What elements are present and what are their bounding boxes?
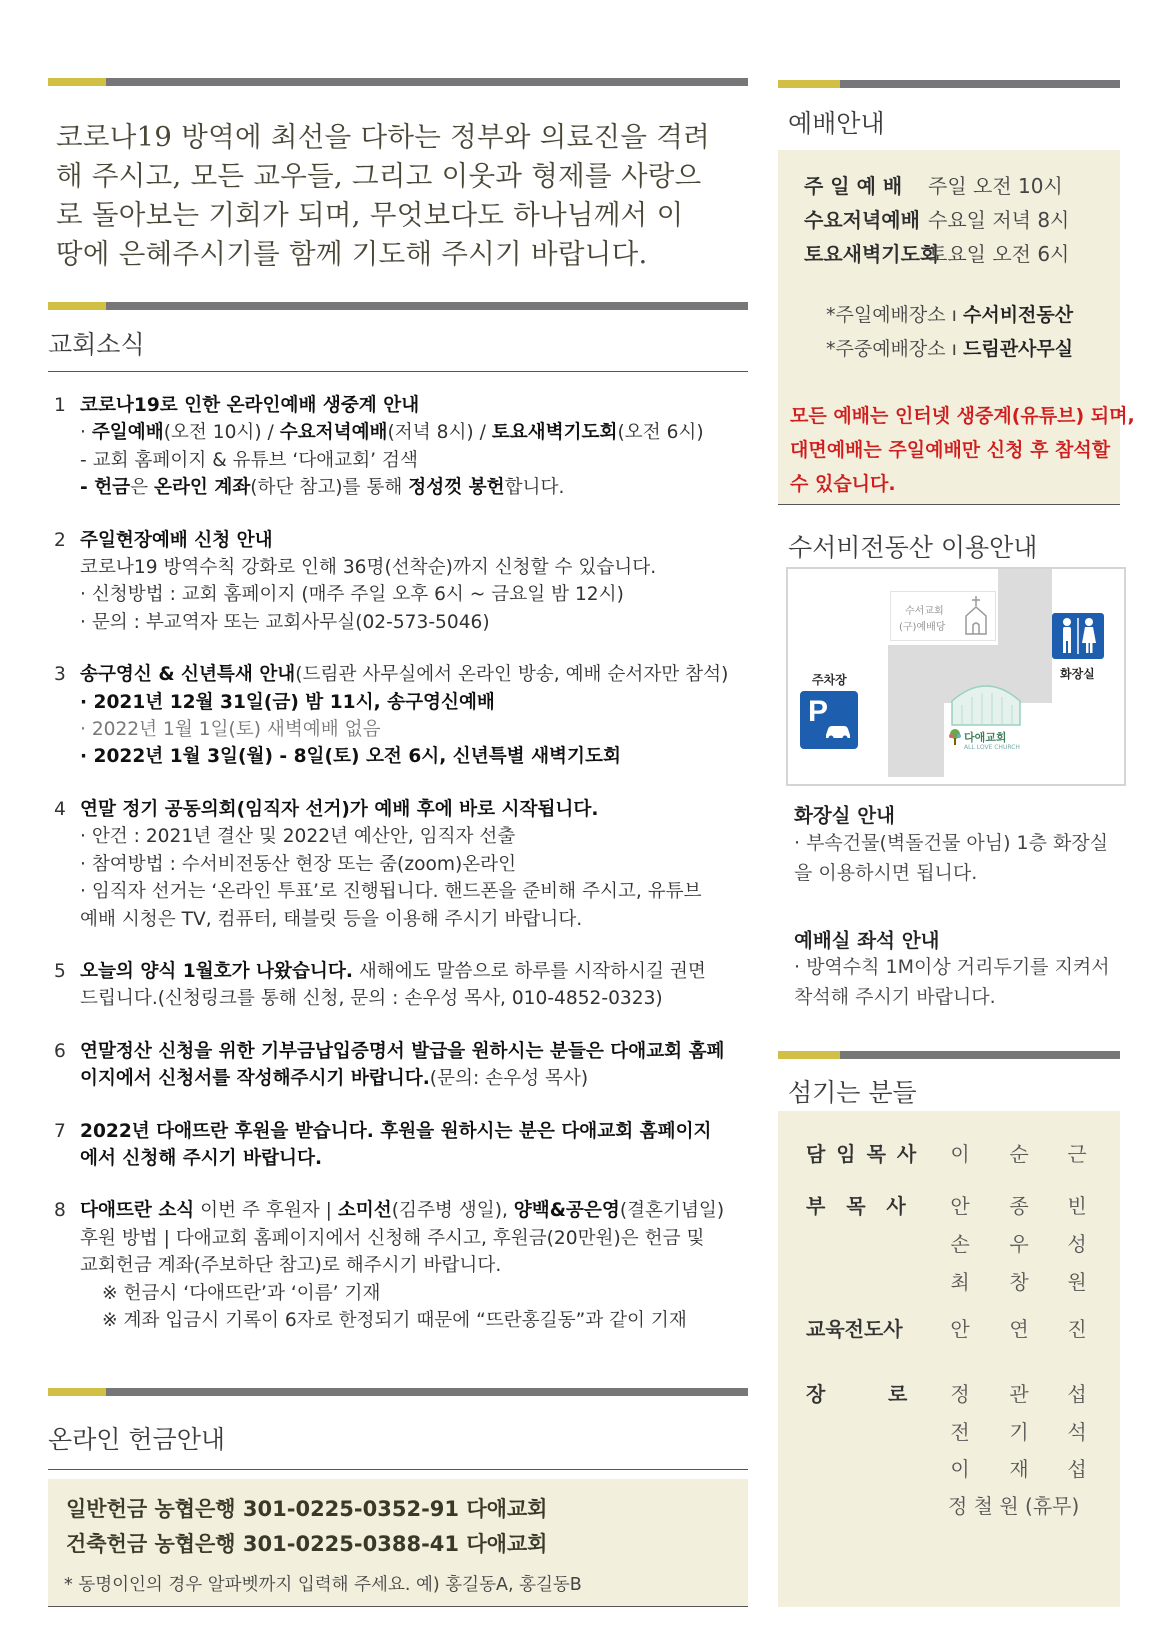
news-item-7 (54, 1118, 754, 1173)
news-text: · 신청방법 : 교회 홈페이지 (매주 주일 오후 6시 ~ 금요일 밤 12시) (80, 584, 624, 606)
role-assoc-pastor: 부 목 사 (806, 1194, 906, 1218)
worship-time: 주일 오전 10시 (928, 174, 1063, 198)
name-char: 우 (1009, 1232, 1029, 1256)
news-text: (오전 6시) (617, 422, 704, 444)
news-text: 새해에도 말씀으로 하루를 시작하시길 권면 (352, 960, 706, 982)
worship-row-saturday (804, 238, 1069, 267)
seating-info-title: 예배실 좌석 안내 (794, 929, 940, 952)
news-text: - 교회 홈페이지 & 유튜브 ‘다애교회’ 검색 (80, 449, 418, 471)
place-value: 드림관사무실 (962, 338, 1074, 360)
worship-info-box (778, 150, 1135, 504)
name-char: 진 (1067, 1317, 1087, 1341)
daae-church-logo (948, 729, 1028, 759)
name-char: 성 (1067, 1232, 1087, 1256)
name-char: 손 (950, 1232, 970, 1256)
name-char: 원 (1067, 1270, 1087, 1294)
staff-title: 섬기는 분들 (788, 1078, 917, 1107)
news-heading: 연말정산 신청을 위한 기부금납입증명서 발급을 원하시는 분들은 다애교회 홈페 (80, 1040, 725, 1062)
tree-logo-icon (948, 729, 962, 745)
old-church-label: (구)예배당 (899, 622, 946, 633)
worship-time: 토요일 오전 6시 (928, 242, 1070, 266)
news-number: 7 (54, 1120, 66, 1142)
worship-row-sunday (804, 170, 1063, 199)
news-text: (하단 참고)를 통해 (250, 477, 409, 499)
role-elder: 장 로 (806, 1382, 908, 1406)
news-number: 3 (54, 664, 66, 686)
place-value: 수서비전동산 (962, 304, 1074, 326)
worship-title: 예배안내 (788, 109, 885, 138)
news-text: 양백&공은영 (513, 1200, 620, 1222)
place-label: *주일예배장소 ı (826, 304, 963, 326)
worship-time: 수요일 저녁 8시 (928, 208, 1070, 232)
news-number: 5 (54, 960, 66, 982)
news-text: (김주병 생일), (391, 1200, 514, 1222)
news-number: 1 (54, 395, 66, 416)
news-text: (결혼기념일) (619, 1200, 725, 1222)
restroom-icon (1052, 613, 1104, 659)
worship-name: 수요저녁예배 (804, 208, 920, 232)
intro-message (56, 118, 746, 274)
worship-bottom-rule (778, 504, 1120, 505)
news-item-4 (54, 796, 754, 933)
news-text: 수요저녁예배 (279, 422, 388, 444)
news-heading: 연말 정기 공동의회(임직자 선거)가 예배 후에 바로 시작됩니다. (80, 798, 599, 820)
news-text: 드립니다.(신청링크를 통해 신청, 문의 : 손우성 목사, 010-4852-0323) (80, 988, 663, 1010)
name-char: 근 (1067, 1142, 1087, 1166)
name-char: 이 (950, 1457, 970, 1481)
news-item-2 (54, 527, 754, 637)
church-news-list (54, 392, 754, 1359)
daae-church-building-icon (948, 675, 1024, 727)
news-text: ※ 계좌 입금시 기록이 6자로 한정되기 때문에 “뜨란홍길동”과 같이 기재 (102, 1309, 687, 1331)
news-text: · 안건 : 2021년 결산 및 2022년 예산안, 임직자 선출 (80, 826, 516, 848)
intro-line: 땅에 은혜주시기를 함께 기도해 주시기 바랍니다. (56, 238, 648, 270)
intro-line: 해 주시고, 모든 교우들, 그리고 이웃과 형제를 사랑으 (56, 160, 702, 192)
news-heading: 송구영신 & 신년특새 안내 (80, 664, 296, 686)
news-item-3 (54, 661, 754, 771)
news-text: · 2022년 1월 3일(월) - 8일(토) 오전 6시, 신년특별 새벽기도회 (80, 746, 621, 768)
name-char: 정 (950, 1382, 970, 1406)
news-title-rule (48, 371, 748, 372)
map-building (998, 569, 1052, 645)
news-text: 합니다. (504, 477, 565, 499)
name-char: 순 (1009, 1142, 1029, 1166)
name-char: 섭 (1067, 1457, 1087, 1481)
news-item-1 (54, 392, 754, 502)
name-char: 관 (1009, 1382, 1029, 1406)
name-char: 재 (1009, 1457, 1029, 1481)
news-number: 4 (54, 798, 66, 820)
news-text: 은 (130, 477, 154, 499)
news-number: 2 (54, 529, 66, 551)
name-char: 종 (1009, 1194, 1029, 1218)
restroom-info-text: · 부속건물(벽돌건물 아님) 1층 화장실을 이용하시면 됩니다. (794, 832, 1109, 884)
news-heading: 주일현장예배 신청 안내 (80, 529, 273, 551)
news-text: 후원 방법 | 다애교회 홈페이지에서 신청해 주시고, 후원금(20만원)은 헌금 및 (80, 1227, 705, 1249)
news-text: · 2021년 12월 31일(금) 밤 11시, 송구영신예배 (80, 691, 495, 713)
name-char: 창 (1009, 1270, 1029, 1294)
daae-church-label: 다애교회 (964, 731, 1007, 744)
name-char: 빈 (1067, 1194, 1087, 1218)
news-heading: 다애뜨란 소식 (80, 1200, 195, 1222)
news-text: (오전 10시) / (163, 422, 280, 444)
news-text: 교회헌금 계좌(주보하단 참고)로 해주시기 바랍니다. (80, 1255, 502, 1277)
online-notice: 수 있습니다. (790, 473, 896, 495)
worship-name: 주 일 예 배 (804, 174, 903, 198)
old-church (890, 591, 996, 641)
campus-map (786, 567, 1126, 786)
news-heading: 이지에서 신청서를 작성해주시기 바랍니다. (80, 1068, 430, 1090)
name-char: 연 (1009, 1317, 1029, 1341)
news-text: 소미선 (337, 1200, 392, 1222)
staff-list-box (778, 1111, 1120, 1607)
parking-icon (800, 691, 858, 749)
seating-info-text: · 방역수칙 1M이상 거리두기를 지켜서 착석해 주시기 바랍니다. (794, 956, 1110, 1008)
worship-row-wednesday (804, 204, 1069, 233)
top-left-bar (48, 78, 748, 86)
sunday-place (826, 300, 1073, 327)
news-item-6 (54, 1038, 754, 1093)
news-number: 8 (54, 1200, 66, 1222)
name-char: 최 (950, 1270, 970, 1294)
church-icon (963, 596, 989, 636)
intro-line: 코로나19 방역에 최선을 다하는 정부와 의료진을 격려 (56, 121, 711, 153)
staff-bar (778, 1051, 1120, 1059)
daae-church-sub: ALL LOVE CHURCH (964, 744, 1020, 751)
map-building (888, 703, 944, 777)
name-char: 전 (950, 1420, 970, 1444)
news-heading: 코로나19로 인한 온라인예배 생중계 안내 (80, 395, 420, 416)
name-char: 기 (1009, 1420, 1029, 1444)
news-text: 정성껏 봉헌 (408, 477, 505, 499)
place-label: *주중예배장소 ı (826, 338, 963, 360)
name-char: 이 (950, 1142, 970, 1166)
news-text: · 참여방법 : 수서비전동산 현장 또는 줌(zoom)온라인 (80, 853, 517, 875)
online-notice: 모든 예배는 인터넷 생중계(유튜브) 되며, (790, 405, 1135, 427)
news-heading: 2022년 다애뜨란 후원을 받습니다. 후원을 원하시는 분은 다애교회 홈페이지 (80, 1120, 712, 1142)
news-text: (저녁 8시) / (387, 422, 492, 444)
news-text: - 헌금 (80, 477, 131, 499)
news-text: 예배 시청은 TV, 컴퓨터, 태블릿 등을 이용해 주시기 바랍니다. (80, 908, 583, 930)
news-text: 이번 주 후원자 | (194, 1200, 338, 1222)
news-text: 코로나19 방역수칙 강화로 인해 36명(선착순)까지 신청할 수 있습니다. (80, 557, 657, 579)
offering-bar (48, 1388, 748, 1396)
news-text: 온라인 계좌 (154, 477, 251, 499)
offering-account-building: 건축헌금 농협은행 301-0225-0388-41 다애교회 (66, 1532, 548, 1556)
offering-title-rule (48, 1469, 748, 1470)
news-heading: 오늘의 양식 1월호가 나왔습니다. (80, 960, 353, 982)
news-heading: 에서 신청해 주시기 바랍니다. (80, 1147, 323, 1169)
staff-name-on-leave: 정 철 원 (휴무) (948, 1494, 1080, 1518)
restroom-people-icon (1052, 613, 1104, 659)
restroom-info-title: 화장실 안내 (794, 804, 895, 827)
name-char: 석 (1067, 1420, 1087, 1444)
news-text: · (80, 422, 92, 444)
news-text: 토요새벽기도회 (491, 422, 618, 444)
weekday-place (826, 334, 1073, 361)
offering-note: * 동명이인의 경우 알파벳까지 입력해 주세요. 예) 홍길동A, 홍길동B (64, 1575, 582, 1595)
parking-symbol: P (808, 695, 829, 728)
news-title: 교회소식 (48, 330, 145, 359)
news-item-8 (54, 1197, 754, 1334)
offering-title: 온라인 헌금안내 (48, 1425, 225, 1454)
news-text: · 임직자 선거는 ‘온라인 투표’로 진행됩니다. 핸드폰을 준비해 주시고, 유튜브 (80, 881, 702, 903)
news-text: (문의: 손우성 목사) (429, 1068, 589, 1090)
parking-label: 주차장 (812, 673, 847, 687)
news-text: · 문의 : 부교역자 또는 교회사무실(02-573-5046) (80, 611, 490, 633)
news-number: 6 (54, 1040, 66, 1062)
news-text: ※ 헌금시 ‘다애뜨란’과 ‘이름’ 기재 (102, 1282, 381, 1304)
old-church-label: 수서교회 (905, 606, 944, 617)
restroom-label: 화장실 (1060, 667, 1095, 681)
map-title: 수서비전동산 이용안내 (788, 533, 1038, 562)
name-char: 섭 (1067, 1382, 1087, 1406)
offering-account-general: 일반헌금 농협은행 301-0225-0352-91 다애교회 (66, 1497, 548, 1521)
worship-name: 토요새벽기도회 (804, 242, 940, 266)
news-text: · 2022년 1월 1일(토) 새벽예배 없음 (80, 719, 381, 741)
name-char: 안 (950, 1317, 970, 1341)
news-bar (48, 302, 748, 310)
online-notice: 대면예배는 주일예배만 신청 후 참석할 (790, 439, 1111, 461)
news-text: (드림관 사무실에서 온라인 방송, 예배 순서자만 참석) (295, 664, 729, 686)
news-text: 주일예배 (91, 422, 164, 444)
news-item-5 (54, 958, 754, 1013)
car-icon (824, 723, 852, 741)
offering-bottom-rule (48, 1606, 748, 1607)
role-edu-evangelist: 교육전도사 (806, 1317, 903, 1341)
name-char: 안 (950, 1194, 970, 1218)
offering-box (48, 1479, 748, 1607)
intro-line: 로 돌아보는 기회가 되며, 무엇보다도 하나님께서 이 (56, 199, 684, 231)
worship-bar (778, 80, 1120, 88)
role-senior-pastor: 담 임 목 사 (806, 1142, 919, 1166)
